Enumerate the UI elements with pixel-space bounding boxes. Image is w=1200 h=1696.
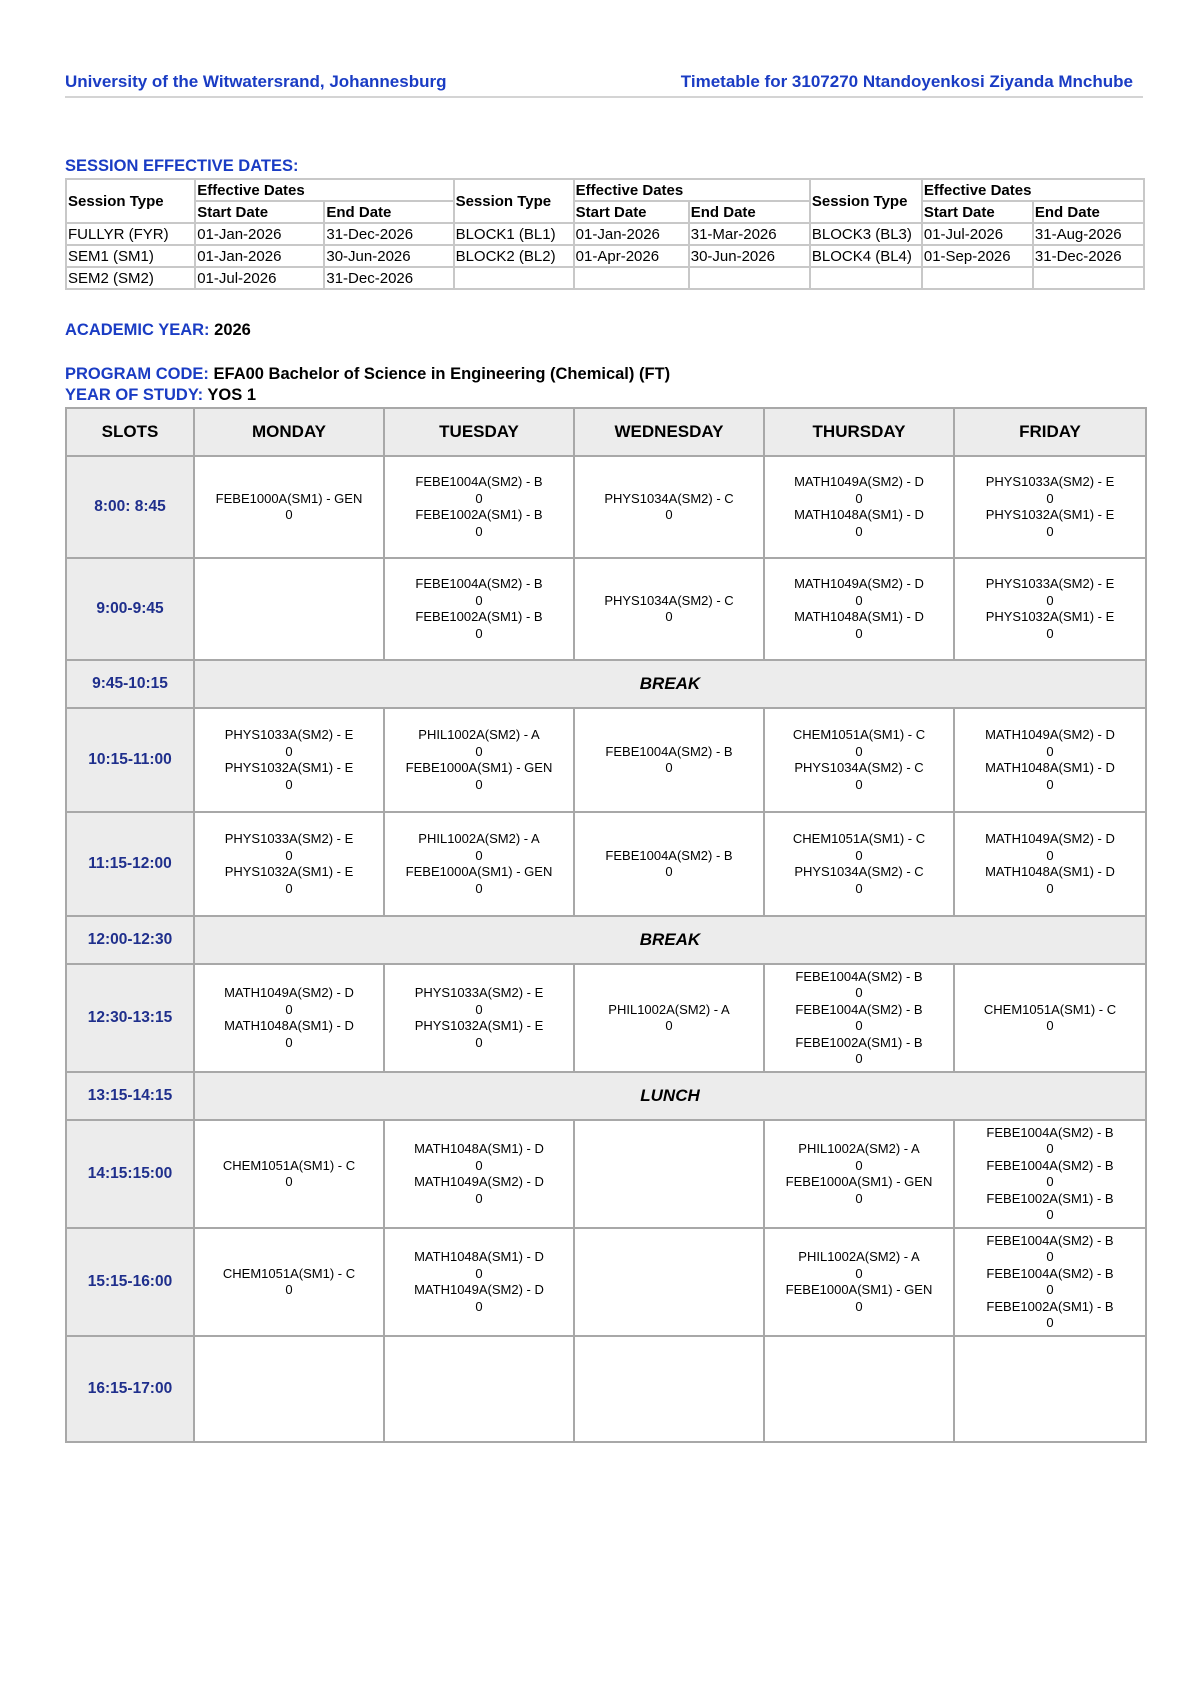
timetable-row <box>66 1120 1146 1228</box>
start-date-header: Start Date <box>195 201 324 223</box>
course-code: FEBE1004A(SM2) - B <box>415 474 543 489</box>
program-code-value: EFA00 Bachelor of Science in Engineering (Chemical) (FT) <box>213 365 671 383</box>
session-start-date: 01-Jul-2026 <box>922 223 1033 245</box>
year-of-study-label: YEAR OF STUDY: <box>65 386 204 404</box>
timetable-cell <box>954 558 1146 660</box>
session-end-date: 31-Dec-2026 <box>1033 245 1144 267</box>
session-type: SEM2 (SM2) <box>66 267 195 289</box>
course-code: FEBE1004A(SM2) - B <box>795 968 923 984</box>
timetable-cell <box>574 1336 764 1442</box>
course-code: PHIL1002A(SM2) - A <box>798 1249 920 1264</box>
timetable-cell <box>194 456 384 558</box>
timetable-row <box>66 812 1146 916</box>
course-venue: 0 <box>665 760 673 775</box>
course-venue: 0 <box>665 1018 673 1033</box>
timetable-cell <box>574 964 764 1072</box>
course-venue: 0 <box>855 847 863 863</box>
course-code: MATH1048A(SM1) - D <box>985 760 1115 775</box>
session-dates-title: SESSION EFFECTIVE DATES: <box>65 157 299 175</box>
course-venue: 0 <box>1046 625 1054 641</box>
course-code: FEBE1000A(SM1) - GEN <box>785 1282 933 1297</box>
timetable-cell <box>954 1120 1146 1228</box>
course-venue: 0 <box>855 1190 863 1206</box>
course-venue: 0 <box>475 847 483 863</box>
course-code: FEBE1000A(SM1) - GEN <box>785 1174 933 1189</box>
course-code: PHYS1032A(SM1) - E <box>414 1018 544 1033</box>
course-code: FEBE1002A(SM1) - B <box>986 1190 1114 1206</box>
timetable-cell <box>574 708 764 812</box>
course-code: FEBE1004A(SM2) - B <box>605 847 733 863</box>
course-venue: 0 <box>855 1157 863 1173</box>
course-code: PHIL1002A(SM2) - A <box>418 831 540 846</box>
session-type: BLOCK1 (BL1) <box>454 223 574 245</box>
course-code: FEBE1004A(SM2) - B <box>986 1157 1114 1173</box>
course-venue: 0 <box>855 880 863 896</box>
course-code: PHYS1034A(SM2) - C <box>794 864 924 879</box>
timetable-cell <box>384 1336 574 1442</box>
session-type <box>454 267 574 289</box>
course-code: PHYS1033A(SM2) - E <box>224 727 354 742</box>
course-venue: 0 <box>855 985 863 1000</box>
time-slot: 9:45-10:15 <box>66 660 194 708</box>
session-end-date <box>689 267 810 289</box>
course-code: FEBE1002A(SM1) - B <box>415 609 543 624</box>
course-venue: 0 <box>1046 776 1054 792</box>
course-code: FEBE1004A(SM2) - B <box>986 1232 1114 1248</box>
timetable-cell <box>764 708 954 812</box>
timetable-cell <box>384 708 574 812</box>
timetable-cell <box>954 812 1146 916</box>
course-code: FEBE1004A(SM2) - B <box>415 576 543 591</box>
program-code <box>65 365 670 384</box>
course-venue: 0 <box>855 523 863 539</box>
timetable-cell <box>194 1336 384 1442</box>
timetable-row <box>66 1228 1146 1336</box>
session-start-date <box>922 267 1033 289</box>
break-label: BREAK <box>194 660 1146 708</box>
break-label: BREAK <box>194 916 1146 964</box>
course-code: MATH1049A(SM2) - D <box>414 1174 544 1189</box>
timetable-body <box>66 456 1146 1442</box>
session-start-date: 01-Jul-2026 <box>195 267 324 289</box>
course-venue: 0 <box>855 743 863 759</box>
session-start-date: 01-Jan-2026 <box>195 245 324 267</box>
end-date-header: End Date <box>1033 201 1144 223</box>
column-header-wednesday: WEDNESDAY <box>574 408 764 456</box>
course-venue: 0 <box>855 1051 863 1066</box>
course-code: MATH1049A(SM2) - D <box>794 576 924 591</box>
session-dates-table <box>65 178 1145 290</box>
course-venue: 0 <box>1046 1249 1054 1264</box>
session-type-header: Session Type <box>454 179 574 223</box>
course-venue: 0 <box>475 880 483 896</box>
timetable-cell <box>764 558 954 660</box>
course-code: CHEM1051A(SM1) - C <box>222 1157 356 1173</box>
time-slot: 11:15-12:00 <box>66 812 194 916</box>
course-code: MATH1048A(SM1) - D <box>794 609 924 624</box>
course-code: PHYS1032A(SM1) - E <box>224 760 354 775</box>
session-type-header: Session Type <box>810 179 922 223</box>
session-start-date <box>574 267 689 289</box>
course-code: CHEM1051A(SM1) - C <box>792 831 926 846</box>
timetable-row <box>66 456 1146 558</box>
timetable-cell <box>954 1228 1146 1336</box>
timetable-row <box>66 964 1146 1072</box>
course-code: FEBE1002A(SM1) - B <box>795 1034 923 1050</box>
course-venue: 0 <box>285 1174 293 1189</box>
course-venue: 0 <box>665 507 673 522</box>
time-slot: 8:00: 8:45 <box>66 456 194 558</box>
course-code: PHYS1034A(SM2) - C <box>794 760 924 775</box>
course-venue: 0 <box>475 625 483 641</box>
time-slot: 16:15-17:00 <box>66 1336 194 1442</box>
course-venue: 0 <box>1046 847 1054 863</box>
timetable-cell <box>574 812 764 916</box>
session-type: BLOCK3 (BL3) <box>810 223 922 245</box>
timetable-cell <box>574 1228 764 1336</box>
course-venue: 0 <box>475 490 483 506</box>
timetable-cell <box>764 812 954 916</box>
academic-year <box>65 321 251 340</box>
course-venue: 0 <box>285 743 293 759</box>
course-code: MATH1048A(SM1) - D <box>414 1249 544 1264</box>
course-code: CHEM1051A(SM1) - C <box>983 1001 1117 1017</box>
course-venue: 0 <box>285 507 293 522</box>
time-slot: 12:00-12:30 <box>66 916 194 964</box>
session-type: BLOCK4 (BL4) <box>810 245 922 267</box>
course-venue: 0 <box>1046 1315 1054 1330</box>
timetable-row <box>66 708 1146 812</box>
course-venue: 0 <box>285 1001 293 1017</box>
course-code: FEBE1004A(SM2) - B <box>605 743 733 759</box>
session-end-date: 30-Jun-2026 <box>324 245 453 267</box>
session-header-row <box>66 179 1144 201</box>
session-row <box>66 267 1144 289</box>
session-type: FULLYR (FYR) <box>66 223 195 245</box>
session-dates-body <box>66 179 1144 289</box>
course-venue: 0 <box>855 1018 863 1033</box>
weekly-timetable <box>65 407 1147 1443</box>
course-venue: 0 <box>475 1298 483 1314</box>
effective-dates-header: Effective Dates <box>922 179 1144 201</box>
timetable-cell <box>194 964 384 1072</box>
timetable-cell <box>384 1228 574 1336</box>
timetable-cell <box>194 558 384 660</box>
session-end-date: 31-Mar-2026 <box>689 223 810 245</box>
course-code: PHYS1033A(SM2) - E <box>224 831 354 846</box>
start-date-header: Start Date <box>922 201 1033 223</box>
timetable-cell <box>764 1228 954 1336</box>
course-venue: 0 <box>285 847 293 863</box>
course-venue: 0 <box>475 1001 483 1017</box>
course-code: MATH1048A(SM1) - D <box>985 864 1115 879</box>
course-code: MATH1048A(SM1) - D <box>224 1018 354 1033</box>
session-start-date: 01-Jan-2026 <box>195 223 324 245</box>
timetable-break-row <box>66 1072 1146 1120</box>
session-type: SEM1 (SM1) <box>66 245 195 267</box>
course-code: PHYS1033A(SM2) - E <box>985 576 1115 591</box>
course-venue: 0 <box>285 880 293 896</box>
session-end-date: 31-Aug-2026 <box>1033 223 1144 245</box>
course-venue: 0 <box>1046 1174 1054 1189</box>
course-venue: 0 <box>855 592 863 608</box>
course-code: PHYS1034A(SM2) - C <box>604 490 734 506</box>
course-venue: 0 <box>475 1190 483 1206</box>
course-venue: 0 <box>855 1298 863 1314</box>
course-code: CHEM1051A(SM1) - C <box>792 727 926 742</box>
course-code: MATH1048A(SM1) - D <box>414 1141 544 1156</box>
timetable-cell <box>574 558 764 660</box>
session-start-date: 01-Sep-2026 <box>922 245 1033 267</box>
timetable-cell <box>764 456 954 558</box>
session-end-date: 31-Dec-2026 <box>324 223 453 245</box>
course-code: MATH1049A(SM2) - D <box>985 727 1115 742</box>
timetable-row <box>66 1336 1146 1442</box>
course-code: PHYS1032A(SM1) - E <box>224 864 354 879</box>
timetable-cell <box>194 1228 384 1336</box>
timetable-header-row <box>66 408 1146 456</box>
timetable-cell <box>954 1336 1146 1442</box>
column-header-tuesday: TUESDAY <box>384 408 574 456</box>
course-venue: 0 <box>475 1157 483 1173</box>
course-code: PHYS1033A(SM2) - E <box>985 474 1115 489</box>
timetable-cell <box>384 964 574 1072</box>
time-slot: 13:15-14:15 <box>66 1072 194 1120</box>
session-start-date: 01-Jan-2026 <box>574 223 689 245</box>
course-venue: 0 <box>475 776 483 792</box>
time-slot: 15:15-16:00 <box>66 1228 194 1336</box>
timetable-cell <box>764 964 954 1072</box>
course-code: FEBE1000A(SM1) - GEN <box>405 864 553 879</box>
end-date-header: End Date <box>324 201 453 223</box>
timetable-cell <box>764 1120 954 1228</box>
academic-year-value: 2026 <box>214 321 251 339</box>
session-row <box>66 245 1144 267</box>
course-venue: 0 <box>1046 490 1054 506</box>
effective-dates-header: Effective Dates <box>574 179 810 201</box>
time-slot: 9:00-9:45 <box>66 558 194 660</box>
course-venue: 0 <box>665 609 673 624</box>
year-of-study <box>65 386 256 405</box>
academic-year-label: ACADEMIC YEAR: <box>65 321 210 339</box>
course-venue: 0 <box>285 1282 293 1297</box>
timetable-cell <box>954 456 1146 558</box>
course-code: PHIL1002A(SM2) - A <box>608 1001 730 1017</box>
timetable-cell <box>764 1336 954 1442</box>
start-date-header: Start Date <box>574 201 689 223</box>
course-code: MATH1049A(SM2) - D <box>224 985 354 1000</box>
timetable-cell <box>194 1120 384 1228</box>
course-venue: 0 <box>1046 743 1054 759</box>
time-slot: 12:30-13:15 <box>66 964 194 1072</box>
course-venue: 0 <box>475 523 483 539</box>
session-end-date <box>1033 267 1144 289</box>
university-name: University of the Witwatersrand, Johannesburg <box>65 72 447 91</box>
course-code: FEBE1004A(SM2) - B <box>986 1124 1114 1140</box>
program-code-label: PROGRAM CODE: <box>65 365 209 383</box>
page-header <box>65 72 1143 98</box>
course-venue: 0 <box>855 625 863 641</box>
column-header-friday: FRIDAY <box>954 408 1146 456</box>
course-code: PHIL1002A(SM2) - A <box>418 727 540 742</box>
session-type: BLOCK2 (BL2) <box>454 245 574 267</box>
course-venue: 0 <box>285 1034 293 1050</box>
timetable-break-row <box>66 916 1146 964</box>
course-venue: 0 <box>475 1034 483 1050</box>
timetable-cell <box>384 456 574 558</box>
session-subheader-row <box>66 201 1144 223</box>
course-venue: 0 <box>285 776 293 792</box>
course-code: PHYS1034A(SM2) - C <box>604 592 734 608</box>
course-code: FEBE1002A(SM1) - B <box>986 1298 1114 1314</box>
course-venue: 0 <box>475 743 483 759</box>
course-code: FEBE1004A(SM2) - B <box>986 1265 1114 1281</box>
course-code: MATH1049A(SM2) - D <box>794 474 924 489</box>
course-venue: 0 <box>475 1265 483 1281</box>
column-header-slots: SLOTS <box>66 408 194 456</box>
course-venue: 0 <box>1046 1282 1054 1297</box>
course-venue: 0 <box>1046 880 1054 896</box>
course-venue: 0 <box>1046 1018 1054 1033</box>
timetable-row <box>66 558 1146 660</box>
course-code: FEBE1004A(SM2) - B <box>795 1001 923 1017</box>
timetable-cell <box>954 964 1146 1072</box>
session-type-header: Session Type <box>66 179 195 223</box>
course-venue: 0 <box>475 592 483 608</box>
course-venue: 0 <box>1046 1141 1054 1156</box>
session-start-date: 01-Apr-2026 <box>574 245 689 267</box>
timetable-cell <box>384 812 574 916</box>
timetable-cell <box>574 1120 764 1228</box>
timetable-cell <box>574 456 764 558</box>
timetable-cell <box>194 708 384 812</box>
course-code: MATH1048A(SM1) - D <box>794 507 924 522</box>
break-label: LUNCH <box>194 1072 1146 1120</box>
timetable-cell <box>194 812 384 916</box>
timetable-cell <box>954 708 1146 812</box>
course-venue: 0 <box>855 776 863 792</box>
time-slot: 14:15:15:00 <box>66 1120 194 1228</box>
course-code: PHIL1002A(SM2) - A <box>798 1141 920 1156</box>
end-date-header: End Date <box>689 201 810 223</box>
course-code: PHYS1033A(SM2) - E <box>414 985 544 1000</box>
course-code: MATH1049A(SM2) - D <box>985 831 1115 846</box>
timetable-cell <box>384 558 574 660</box>
course-code: FEBE1000A(SM1) - GEN <box>405 760 553 775</box>
session-type <box>810 267 922 289</box>
effective-dates-header: Effective Dates <box>195 179 453 201</box>
course-venue: 0 <box>1046 523 1054 539</box>
timetable-owner: Timetable for 3107270 Ntandoyenkosi Ziyanda Mnchube <box>680 72 1133 91</box>
course-venue: 0 <box>855 1265 863 1281</box>
course-code: FEBE1000A(SM1) - GEN <box>215 490 363 506</box>
course-code: FEBE1002A(SM1) - B <box>415 507 543 522</box>
session-row <box>66 223 1144 245</box>
course-code: MATH1049A(SM2) - D <box>414 1282 544 1297</box>
column-header-monday: MONDAY <box>194 408 384 456</box>
course-venue: 0 <box>1046 592 1054 608</box>
course-code: CHEM1051A(SM1) - C <box>222 1265 356 1281</box>
timetable-cell <box>384 1120 574 1228</box>
course-code: PHYS1032A(SM1) - E <box>985 609 1115 624</box>
course-venue: 0 <box>855 490 863 506</box>
course-code: PHYS1032A(SM1) - E <box>985 507 1115 522</box>
course-venue: 0 <box>1046 1207 1054 1222</box>
session-end-date: 30-Jun-2026 <box>689 245 810 267</box>
time-slot: 10:15-11:00 <box>66 708 194 812</box>
year-of-study-value: YOS 1 <box>207 386 257 404</box>
column-header-thursday: THURSDAY <box>764 408 954 456</box>
course-venue: 0 <box>665 864 673 879</box>
session-end-date: 31-Dec-2026 <box>324 267 453 289</box>
timetable-break-row <box>66 660 1146 708</box>
